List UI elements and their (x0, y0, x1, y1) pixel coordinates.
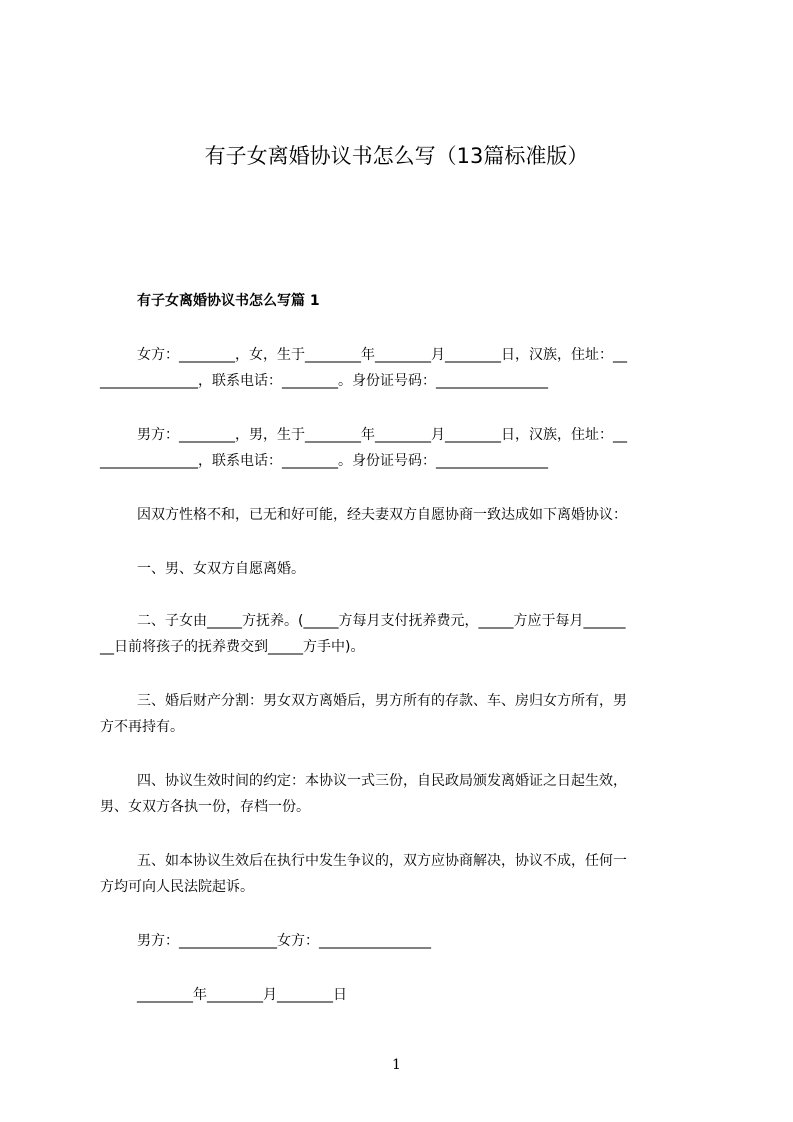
clause-4-line-2: 男、女双方各执一份，存档一份。 (100, 799, 310, 815)
clause-4-line-1: 四、协议生效时间的约定：本协议一式三份，自民政局颁发离婚证之日起生效， (137, 773, 627, 789)
signature-paragraph (100, 928, 705, 954)
clause-4-paragraph (100, 768, 705, 820)
section-heading: 有子女离婚协议书怎么写篇 1 (137, 293, 320, 309)
clause-1-line: 一、男、女双方自愿离婚。 (137, 561, 305, 577)
clause-2-line-1: 二、子女由_____方抚养。(_____方每月支付抚养费元，_____方应于每月______ (137, 613, 626, 629)
clause-3-paragraph (100, 688, 705, 740)
woman-info-paragraph (100, 342, 705, 394)
date-paragraph (100, 982, 705, 1008)
clause-3-line-2: 方不再持有。 (100, 719, 184, 735)
clause-5-line-1: 五、如本协议生效后在执行中发生争议的，双方应协商解决，协议不成，任何一 (137, 853, 627, 869)
intro-line: 因双方性格不和，已无和好可能，经夫妻双方自愿协商一致达成如下离婚协议： (137, 507, 627, 523)
man-info-line-2: ______________，联系电话：________。身份证号码：________________ (100, 453, 548, 469)
clause-3-line-1: 三、婚后财产分割：男女双方离婚后，男方所有的存款、车、房归女方所有，男 (137, 693, 627, 709)
date-line: ________年________月________日 (137, 987, 347, 1003)
clause-2-line-2: __日前将孩子的抚养费交到_____方手中)。 (100, 639, 365, 655)
clause-5-paragraph (100, 848, 705, 900)
signature-line: 男方：______________女方：________________ (137, 933, 431, 949)
page-number: 1 (392, 1057, 401, 1073)
intro-paragraph (100, 502, 705, 528)
document-title: 有子女离婚协议书怎么写（13篇标准版） (204, 144, 589, 168)
woman-info-line-2: ______________，联系电话：________。身份证号码：________________ (100, 373, 548, 389)
woman-info-line-1: 女方：________，女，生于________年________月________日，汉族，住址：__ (137, 347, 627, 363)
clause-1-paragraph (100, 556, 705, 582)
man-info-line-1: 男方：________，男，生于________年________月________日，汉族，住址：__ (137, 427, 627, 443)
clause-5-line-2: 方均可向人民法院起诉。 (100, 879, 254, 895)
man-info-paragraph (100, 422, 705, 474)
clause-2-paragraph (100, 608, 705, 660)
